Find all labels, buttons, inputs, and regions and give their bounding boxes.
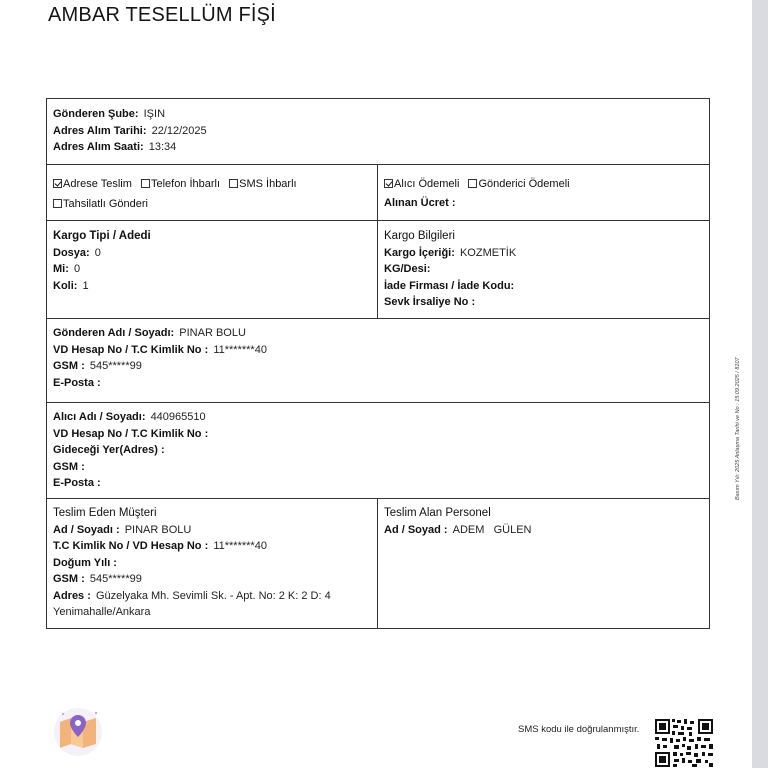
- dc-gsm-value: 545*****99: [89, 573, 142, 585]
- dc-address-line1: Güzelyaka Mh. Sevimli Sk. - Apt. No: 2 K: 2 D: 4: [95, 589, 331, 602]
- pickup-time-label: Adres Alım Saati:: [53, 141, 144, 153]
- recipient-name-label: Alıcı Adı / Soyadı:: [53, 411, 146, 423]
- print-info-note: Basım Yılı: 2025 Anlaşma Tarihi ve No : 15.09.2025 / 8107: [735, 357, 741, 500]
- checkbox-checked-icon[interactable]: [384, 179, 393, 188]
- section-sender: [47, 319, 709, 403]
- receipt-form: [46, 98, 710, 629]
- weight-label: KG/Desi:: [384, 263, 431, 275]
- dc-birth-label: Doğum Yılı :: [53, 556, 117, 569]
- document-title: AMBAR TESELLÜM FİŞİ: [48, 4, 276, 26]
- sender-name-value: PINAR BOLU: [179, 327, 246, 339]
- recipient-gsm-label: GSM :: [53, 460, 85, 473]
- recipient-address-label: Gideceği Yer(Adres) :: [53, 444, 165, 456]
- return-label: İade Firması / İade Kodu:: [384, 279, 515, 292]
- parcel-value: 1: [82, 279, 89, 292]
- fee-label: Alınan Ücret :: [384, 196, 456, 209]
- dc-gsm-label: GSM :: [53, 573, 85, 585]
- dc-address-label: Adres :: [53, 589, 91, 602]
- pickup-time-value: 13:34: [148, 141, 177, 153]
- dc-tax-label: T.C Kimlik No / VD Hesap No :: [53, 540, 209, 552]
- recipient-tax-label: VD Hesap No / T.C Kimlik No :: [53, 427, 209, 440]
- rs-name-value: ADEM GÜLEN: [452, 523, 532, 536]
- option-gonderici-odemeli[interactable]: Gönderici Ödemeli: [468, 178, 569, 190]
- option-adrese-teslim[interactable]: Adrese Teslim: [53, 178, 132, 190]
- section-delivery: [47, 499, 709, 628]
- delivering-customer-heading: Teslim Eden Müşteri: [53, 506, 157, 519]
- checkbox-icon[interactable]: [229, 179, 238, 188]
- dc-address-line2: Yenimahalle/Ankara: [53, 606, 151, 618]
- mi-value: 0: [73, 263, 81, 275]
- dc-name-label: Ad / Soyadı :: [53, 523, 120, 536]
- sender-tax-value: 11*******40: [213, 343, 267, 356]
- checkbox-icon[interactable]: [141, 179, 150, 188]
- file-label: Dosya:: [53, 246, 90, 259]
- mi-label: Mi:: [53, 263, 69, 275]
- dc-name-value: PINAR BOLU: [124, 523, 192, 536]
- option-tahsilatli-gonderi[interactable]: Tahsilatlı Gönderi: [53, 198, 148, 210]
- pickup-time-line: [53, 139, 703, 156]
- qr-code-icon: [654, 718, 714, 768]
- pickup-date-value: 22/12/2025: [151, 124, 207, 137]
- branch-label: Gönderen Şube:: [53, 108, 139, 120]
- file-value: 0: [94, 246, 101, 259]
- option-telefon-ihbarli[interactable]: Telefon İhbarlı: [141, 178, 220, 190]
- receiving-staff-heading: Teslim Alan Personel: [384, 506, 491, 519]
- checkbox-icon[interactable]: [468, 179, 477, 188]
- cargo-info-heading: Kargo Bilgileri: [384, 229, 455, 242]
- sender-email-label: E-Posta :: [53, 376, 101, 389]
- section-sender-branch: [47, 99, 709, 165]
- option-sms-ihbarli[interactable]: SMS İhbarlı: [229, 178, 296, 190]
- recipient-name-value: 440965510: [150, 411, 206, 423]
- sender-name-label: Gönderen Adı / Soyadı:: [53, 327, 175, 339]
- sms-verification-text: SMS kodu ile doğrulanmıştır.: [518, 724, 640, 735]
- checkbox-icon[interactable]: [53, 199, 62, 208]
- section-cargo: [47, 221, 709, 320]
- section-options: [47, 165, 709, 221]
- section-recipient: [47, 403, 709, 499]
- waybill-label: Sevk İrsaliye No :: [384, 296, 476, 308]
- branch-line: [53, 106, 703, 123]
- pickup-date-line: [53, 123, 703, 140]
- recipient-email-label: E-Posta :: [53, 477, 101, 489]
- sender-gsm-label: GSM :: [53, 360, 85, 372]
- pickup-date-label: Adres Alım Tarihi:: [53, 124, 147, 137]
- cargo-type-heading: Kargo Tipi / Adedi: [53, 229, 151, 242]
- parcel-label: Koli:: [53, 279, 78, 292]
- map-pin-icon: [52, 706, 104, 758]
- branch-value: IŞIN: [143, 108, 166, 120]
- sender-gsm-value: 545*****99: [89, 360, 142, 372]
- checkbox-checked-icon[interactable]: [53, 179, 62, 188]
- option-alici-odemeli[interactable]: Alıcı Ödemeli: [384, 178, 459, 190]
- content-label: Kargo İçeriği:: [384, 246, 455, 259]
- sender-tax-label: VD Hesap No / T.C Kimlik No :: [53, 343, 209, 356]
- content-value: KOZMETİK: [459, 246, 517, 259]
- rs-name-label: Ad / Soyad :: [384, 523, 448, 536]
- dc-tax-value: 11*******40: [213, 540, 267, 552]
